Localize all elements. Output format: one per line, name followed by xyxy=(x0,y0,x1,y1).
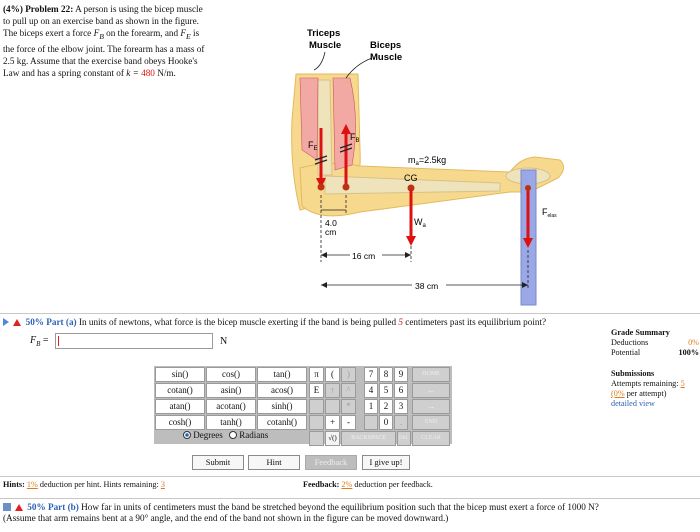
key-right[interactable]: → xyxy=(412,399,450,414)
per-attempt-label: per attempt) xyxy=(626,389,667,398)
part-a-question-pre: In units of newtons, what force is the bicep muscle exerting if the band is being pulled xyxy=(78,317,397,327)
dim-mid: 16 cm xyxy=(352,251,376,261)
key-5[interactable]: 5 xyxy=(379,383,393,398)
biceps-muscle xyxy=(333,78,356,170)
key-caret[interactable]: ^ xyxy=(341,383,356,398)
key-cosh[interactable]: cosh() xyxy=(155,415,205,430)
key-2[interactable]: 2 xyxy=(379,399,393,414)
feedback-button[interactable]: Feedback xyxy=(305,455,357,470)
key-sin[interactable]: sin() xyxy=(155,367,205,382)
key-left[interactable]: ← xyxy=(412,383,450,398)
key-8[interactable]: 8 xyxy=(379,367,393,382)
key-close-paren[interactable]: ) xyxy=(341,367,356,382)
expand-icon[interactable] xyxy=(3,318,9,326)
key-asin[interactable]: asin() xyxy=(206,383,256,398)
key-atan[interactable]: atan() xyxy=(155,399,205,414)
key-3[interactable]: 3 xyxy=(394,399,408,414)
feedback-info xyxy=(303,480,433,489)
key-clear[interactable]: CLEAR xyxy=(412,431,450,446)
key-cotanh[interactable]: cotanh() xyxy=(257,415,307,430)
part-b-label[interactable]: 50% Part (b) xyxy=(27,502,79,512)
key-4[interactable]: 4 xyxy=(364,383,378,398)
fb-vector: $F_B$ xyxy=(93,28,104,41)
angle-mode xyxy=(183,430,268,440)
feedback-label: Feedback: xyxy=(303,480,340,489)
per-attempt-value: (0% xyxy=(611,389,625,398)
answer-label: $F_B$ = xyxy=(30,335,49,348)
submissions-title: Submissions xyxy=(611,369,655,378)
submit-button[interactable]: Submit xyxy=(192,455,244,470)
dim-small-2: cm xyxy=(325,227,337,237)
key-blank-2[interactable] xyxy=(325,399,340,414)
part-a-label: 50% Part (a) xyxy=(25,317,77,327)
triceps-label-2: Muscle xyxy=(309,40,342,51)
key-7[interactable]: 7 xyxy=(364,367,378,382)
key-blank-3[interactable] xyxy=(309,415,324,430)
key-home[interactable]: HOME xyxy=(412,367,450,382)
deductions-value: 0% xyxy=(688,338,699,347)
degrees-label: Degrees xyxy=(193,430,223,440)
key-cotan[interactable]: cotan() xyxy=(155,383,205,398)
warning-icon xyxy=(15,504,23,511)
hint-button[interactable]: Hint xyxy=(248,455,300,470)
attempts-value: 5 xyxy=(680,379,685,388)
radians-label: Radians xyxy=(239,430,269,440)
potential-value: 100% xyxy=(678,348,699,357)
part-b-question: How far in units of centimeters must the band be stretched beyond the equilibrium position such that the bicep must exert a force of 1000 N? xyxy=(81,502,599,512)
deductions-label: Deductions xyxy=(611,338,649,347)
key-0[interactable]: 0 xyxy=(379,415,393,430)
problem-text-2: on the forearm, and xyxy=(106,28,179,38)
bicep-insertion-point xyxy=(343,184,350,191)
k-label: k = xyxy=(126,67,139,78)
key-backspace[interactable]: BACKSPACE xyxy=(341,431,396,446)
hints-info xyxy=(3,480,165,489)
answer-input[interactable] xyxy=(55,333,213,349)
feedback-deduction: 2% xyxy=(341,480,353,489)
key-tanh[interactable]: tanh() xyxy=(206,415,256,430)
hints-label: Hints: xyxy=(3,480,25,489)
fe-vector: $F_E$ xyxy=(180,28,191,41)
band-attach-point xyxy=(525,185,531,191)
key-multiply[interactable]: * xyxy=(341,399,356,414)
key-end[interactable]: END xyxy=(412,415,450,430)
cg-label: CG xyxy=(404,173,418,183)
radians-radio[interactable] xyxy=(229,431,237,439)
dim-small-1: 4.0 xyxy=(325,218,337,228)
warning-icon xyxy=(13,319,21,326)
key-blank-1[interactable] xyxy=(309,399,324,414)
mass-label: $m_a=2.5kg$ xyxy=(408,155,447,167)
key-sqrt[interactable]: √() xyxy=(325,431,340,446)
grade-summary xyxy=(611,328,699,409)
biceps-label-2: Muscle xyxy=(370,52,403,63)
part-a-question-post: centimeters past its equilibrium point? xyxy=(405,317,547,327)
feedback-text: deduction per feedback. xyxy=(354,480,433,489)
potential-label: Potential xyxy=(611,348,641,357)
problem-text-1: A person is using the bicep muscle to pull up on an exercise band as shown in the figure. The biceps exert a force xyxy=(3,4,203,38)
key-tan[interactable]: tan() xyxy=(257,367,307,382)
hints-feedback-row xyxy=(0,478,700,492)
key-minus[interactable]: - xyxy=(341,415,356,430)
key-plus[interactable]: + xyxy=(325,415,340,430)
part-a-header xyxy=(3,317,693,331)
key-blank-4[interactable] xyxy=(309,431,324,446)
part-b xyxy=(3,502,698,524)
key-sinh[interactable]: sinh() xyxy=(257,399,307,414)
part-a-question-num: 5 xyxy=(398,317,403,327)
degrees-radio[interactable] xyxy=(183,431,191,439)
hints-remaining: 3 xyxy=(160,480,165,489)
wa-label: $W_a$ xyxy=(414,217,426,229)
felas-label: $F_{elas}$ xyxy=(542,207,557,219)
key-acotan[interactable]: acotan() xyxy=(206,399,256,414)
key-up[interactable]: ↑ xyxy=(325,383,340,398)
triceps-label-1: Triceps xyxy=(307,28,341,39)
key-9[interactable]: 9 xyxy=(394,367,408,382)
detailed-view-link[interactable]: detailed view xyxy=(611,399,655,408)
key-e[interactable]: E xyxy=(309,383,324,398)
fb-label: $F_B$ xyxy=(350,132,360,144)
answer-unit: N xyxy=(220,336,228,347)
key-1[interactable]: 1 xyxy=(364,399,378,414)
key-open-paren[interactable]: ( xyxy=(325,367,340,382)
dim-long: 38 cm xyxy=(415,281,439,291)
key-dot[interactable]: . xyxy=(394,415,408,430)
biceps-label-1: Biceps xyxy=(370,40,402,51)
hints-text: deduction per hint. Hints remaining: xyxy=(39,480,159,489)
give-up-button[interactable]: I give up! xyxy=(362,455,410,470)
part-b-note: (Assume that arm remains bent at a 90° angle, and the end of the band not shown in the figure can be moved downward.) xyxy=(3,513,449,523)
k-value: 480 xyxy=(141,67,155,78)
fe-label: $F_E$ xyxy=(308,140,318,152)
hints-deduction: 1% xyxy=(26,480,38,489)
collapse-icon[interactable] xyxy=(3,503,11,511)
key-acos[interactable]: acos() xyxy=(257,383,307,398)
wa-arrow-head xyxy=(406,236,416,246)
elbow-point xyxy=(318,184,325,191)
grade-summary-title: Grade Summary xyxy=(611,328,670,337)
key-pi[interactable]: π xyxy=(309,367,324,382)
key-cos[interactable]: cos() xyxy=(206,367,256,382)
key-blank-5[interactable] xyxy=(364,415,378,430)
problem-text-3: is the force of the elbow joint. The forearm has a mass of 2.5 kg. Assume that the exercise band obeys Hooke's Law and has a spring constant of xyxy=(3,28,205,78)
key-del[interactable]: DEL xyxy=(397,431,411,446)
attempts-label: Attempts remaining: xyxy=(611,379,679,388)
problem-header: (4%) Problem 22: xyxy=(3,4,74,14)
key-6[interactable]: 6 xyxy=(394,383,408,398)
k-unit: N/m. xyxy=(157,67,176,78)
